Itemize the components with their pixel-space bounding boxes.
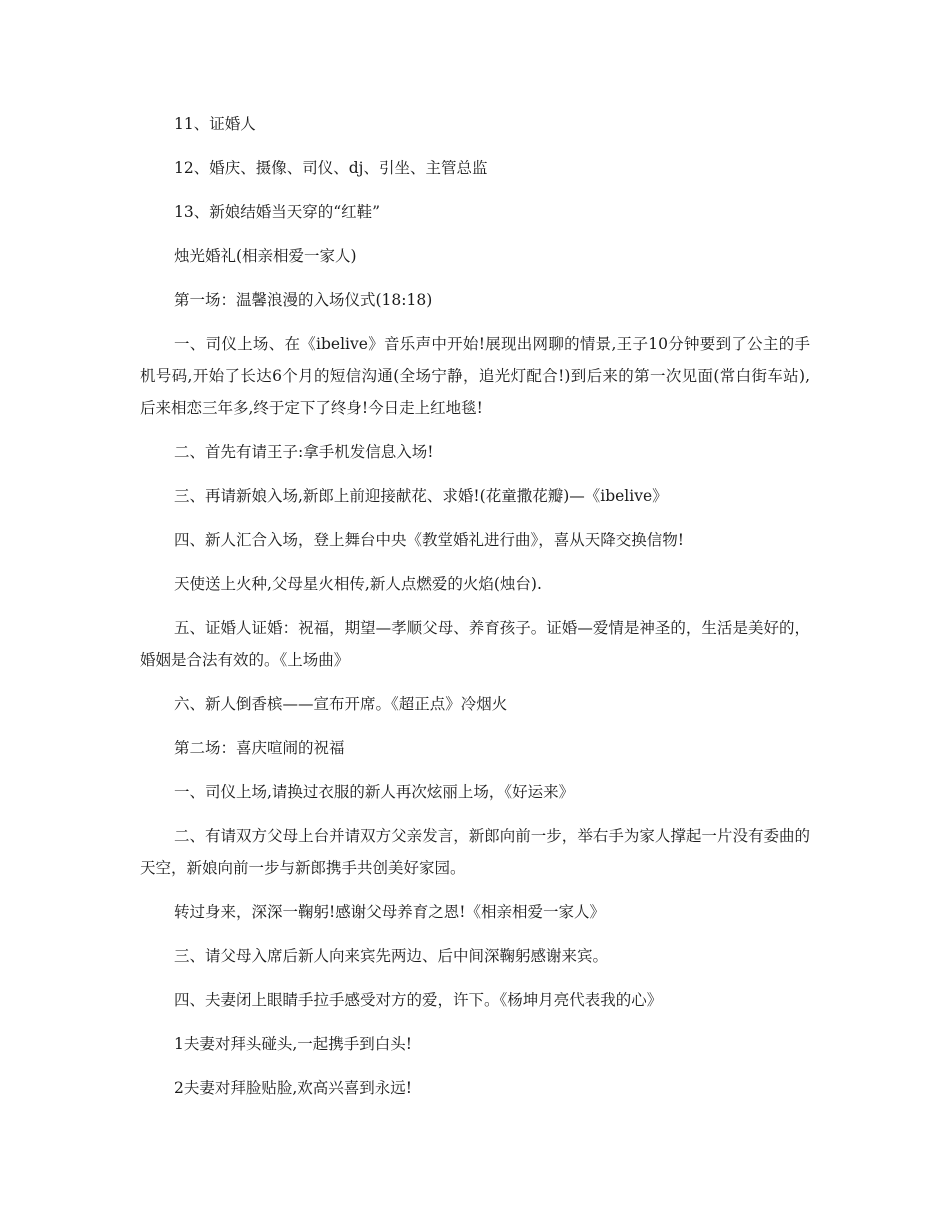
paragraph-act-two-step-1: 一、司仪上场,请换过衣服的新人再次炫丽上场，《好运来》 [174, 783, 575, 801]
paragraph-act-one-step-1: 一、司仪上场、在《ibelive》音乐声中开始!展现出网聊的情景,王子10分钟要到了公主的手机号码,开始了长达6个月的短信沟通(全场宁静，追光灯配合!)到后来的第一次见面(常白街车站),后来相恋三年多,终于定下了终身!今日走上红地毯! [140, 335, 810, 417]
paragraph-act-two-step-4: 四、夫妻闭上眼睛手拉手感受对方的爱，许下。《杨坤月亮代表我的心》 [174, 991, 663, 1009]
paragraph-red-shoes: 13、新娘结婚当天穿的“红鞋” [174, 203, 381, 221]
paragraph-act-one-fire: 天使送上火种,父母星火相传,新人点燃爱的火焰(烛台). [174, 575, 542, 593]
paragraph-act-one-step-5: 五、证婚人证婚：祝福，期望—孝顺父母、养育孩子。证婚—爱情是神圣的，生活是美好的，婚姻是合法有效的。《上场曲》 [140, 619, 810, 669]
paragraph-act-one-step-3: 三、再请新娘入场,新郎上前迎接献花、求婚!(花童撒花瓣)—《ibelive》 [174, 487, 668, 505]
paragraph-act-two-step-2: 二、有请双方父母上台并请双方父亲发言，新郎向前一步，举右手为家人撑起一片没有委曲的天空，新娘向前一步与新郎携手共创美好家园。 [140, 827, 810, 877]
paragraph-act-one-step-2: 二、首先有请王子:拿手机发信息入场! [174, 443, 434, 461]
section-title-candle-wedding: 烛光婚礼(相亲相爱一家人) [174, 247, 357, 265]
paragraph-staff: 12、婚庆、摄像、司仪、dj、引坐、主管总监 [174, 159, 488, 177]
paragraph-witness: 11、证婚人 [174, 115, 256, 133]
document-body [140, 108, 810, 1116]
paragraph-act-one-step-6: 六、新人倒香槟——宣布开席。《超正点》冷烟火 [174, 695, 508, 713]
section-title-act-one: 第一场：温馨浪漫的入场仪式(18:18) [174, 291, 433, 309]
paragraph-act-two-vow-1: 1夫妻对拜头碰头,一起携手到白头! [174, 1035, 413, 1053]
paragraph-act-two-bow: 转过身来，深深一鞠躬!感谢父母养育之恩!《相亲相爱一家人》 [174, 903, 605, 921]
paragraph-act-two-vow-2: 2夫妻对拜脸贴脸,欢高兴喜到永远! [174, 1079, 413, 1097]
section-title-act-two: 第二场：喜庆喧闹的祝福 [174, 739, 345, 757]
paragraph-act-one-step-4: 四、新人汇合入场，登上舞台中央《教堂婚礼进行曲》，喜从天降交换信物! [174, 531, 684, 549]
paragraph-act-two-step-3: 三、请父母入席后新人向来宾先两边、后中间深鞠躬感谢来宾。 [174, 947, 609, 965]
